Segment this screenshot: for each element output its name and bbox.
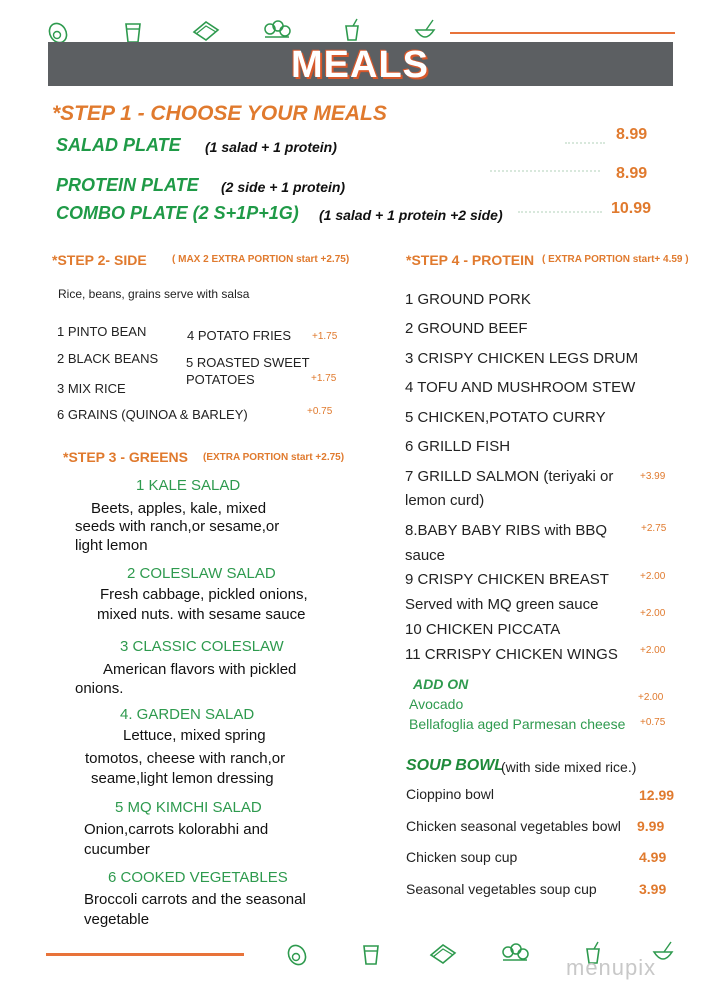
protein-extra: +3.99 <box>640 471 666 482</box>
greens-desc: cucumber <box>84 841 150 858</box>
step2-note: ( MAX 2 EXTRA PORTION start +2.75) <box>172 254 350 265</box>
soup-note: (with side mixed rice.) <box>501 759 637 775</box>
soup-price: 9.99 <box>637 818 665 834</box>
step2-title: *STEP 2- SIDE <box>52 252 147 268</box>
greens-desc: American flavors with pickled <box>103 661 297 678</box>
protein-item: Served with MQ green sauce <box>405 596 599 613</box>
protein-item: 4 TOFU AND MUSHROOM STEW <box>405 379 636 396</box>
side-item: 6 GRAINS (QUINOA & BARLEY) <box>57 407 248 422</box>
plate-note: (2 side + 1 protein) <box>221 179 346 195</box>
greens-name: 5 MQ KIMCHI SALAD <box>115 799 262 816</box>
step2-intro: Rice, beans, grains serve with salsa <box>58 287 250 301</box>
step3-title: *STEP 3 - GREENS <box>63 449 189 465</box>
vegetables-icon <box>500 940 530 964</box>
protein-extra: +2.00 <box>640 571 666 582</box>
plate-name: PROTEIN PLATE <box>56 175 199 195</box>
protein-extra: +2.75 <box>641 523 667 534</box>
greens-desc: Broccoli carrots and the seasonal <box>84 891 306 908</box>
greens-desc: Fresh cabbage, pickled onions, <box>100 586 308 603</box>
greens-desc: Onion,carrots kolorabhi and <box>84 821 269 838</box>
plate-price: 8.99 <box>616 126 648 143</box>
protein-item: 7 GRILLD SALMON (teriyaki or <box>405 468 614 485</box>
cup-icon <box>359 942 383 966</box>
plate-price: 8.99 <box>616 165 648 182</box>
side-item: 3 MIX RICE <box>57 381 126 396</box>
plate-note: (1 salad + 1 protein +2 side) <box>319 207 503 223</box>
side-item: 4 POTATO FRIES <box>187 328 292 343</box>
addon-extra: +2.00 <box>638 692 664 703</box>
cup-icon <box>121 20 145 44</box>
protein-item: 3 CRISPY CHICKEN LEGS DRUM <box>405 350 639 367</box>
addon-title: ADD ON <box>413 676 469 692</box>
greens-desc: Beets, apples, kale, mixed <box>91 500 267 517</box>
greens-name: 2 COLESLAW SALAD <box>127 565 276 582</box>
soup-item: Chicken soup cup <box>406 849 518 865</box>
sandwich-icon <box>192 18 220 42</box>
protein-item: 2 GROUND BEEF <box>405 320 528 337</box>
addon-item: Bellafoglia aged Parmesan cheese <box>409 716 626 732</box>
greens-desc: seeds with ranch,or sesame,or <box>75 518 280 535</box>
soup-item: Cioppino bowl <box>406 786 494 802</box>
soup-price: 4.99 <box>639 849 667 865</box>
addon-extra: +0.75 <box>640 717 666 728</box>
greens-name: 3 CLASSIC COLESLAW <box>120 638 284 655</box>
side-extra: +0.75 <box>307 406 333 417</box>
vegetables-icon <box>262 17 292 41</box>
protein-item: 1 GROUND PORK <box>405 291 531 308</box>
greens-name: 4. GARDEN SALAD <box>120 706 255 723</box>
bowl-icon <box>413 18 437 42</box>
avocado-icon <box>46 20 70 44</box>
soup-price: 12.99 <box>639 787 675 803</box>
protein-item: sauce <box>405 547 446 564</box>
soup-item: Chicken seasonal vegetables bowl <box>406 818 621 834</box>
step3-note: (EXTRA PORTION start +2.75) <box>203 452 345 463</box>
greens-desc: onions. <box>75 680 124 697</box>
side-item: POTATOES <box>186 372 255 387</box>
soup-price: 3.99 <box>639 881 667 897</box>
protein-item: 9 CRISPY CHICKEN BREAST <box>405 571 609 588</box>
drink-icon <box>340 18 364 42</box>
step4-title: *STEP 4 - PROTEIN <box>406 252 535 268</box>
side-item: 1 PINTO BEAN <box>57 324 147 339</box>
soup-item: Seasonal vegetables soup cup <box>406 881 597 897</box>
protein-item: lemon curd) <box>405 492 485 509</box>
greens-name: 6 COOKED VEGETABLES <box>108 869 288 886</box>
watermark: menupix <box>566 955 657 980</box>
greens-desc: light lemon <box>75 537 148 554</box>
greens-desc: tomotos, cheese with ranch,or <box>85 750 286 767</box>
step4-note: ( EXTRA PORTION start+ 4.59 ) <box>542 254 689 265</box>
greens-desc: seame,light lemon dressing <box>91 770 274 787</box>
side-item: 2 BLACK BEANS <box>57 351 159 366</box>
protein-item: 5 CHICKEN,POTATO CURRY <box>405 409 606 426</box>
protein-item: 6 GRILLD FISH <box>405 438 511 455</box>
addon-item: Avocado <box>409 696 464 712</box>
side-extra: +1.75 <box>312 331 338 342</box>
page-title: MEALS <box>291 44 429 86</box>
protein-extra: +2.00 <box>640 608 666 619</box>
plate-price: 10.99 <box>611 200 652 217</box>
plate-note: (1 salad + 1 protein) <box>205 139 337 155</box>
step1-title: *STEP 1 - CHOOSE YOUR MEALS <box>52 102 387 125</box>
avocado-icon <box>285 942 309 966</box>
side-item: 5 ROASTED SWEET <box>186 355 310 370</box>
greens-desc: vegetable <box>84 911 150 928</box>
sandwich-icon <box>429 941 457 965</box>
protein-item: 8.BABY BABY RIBS with BBQ <box>405 522 608 539</box>
plate-name: COMBO PLATE (2 S+1P+1G) <box>56 203 299 223</box>
protein-item: 10 CHICKEN PICCATA <box>405 621 561 638</box>
greens-desc: mixed nuts. with sesame sauce <box>97 606 306 623</box>
soup-title: SOUP BOWL <box>406 757 505 774</box>
plate-name: SALAD PLATE <box>56 135 181 155</box>
greens-name: 1 KALE SALAD <box>136 477 241 494</box>
protein-item: 11 CRRISPY CHICKEN WINGS <box>405 646 618 663</box>
protein-extra: +2.00 <box>640 645 666 656</box>
side-extra: +1.75 <box>311 373 337 384</box>
greens-desc: Lettuce, mixed spring <box>123 727 266 744</box>
